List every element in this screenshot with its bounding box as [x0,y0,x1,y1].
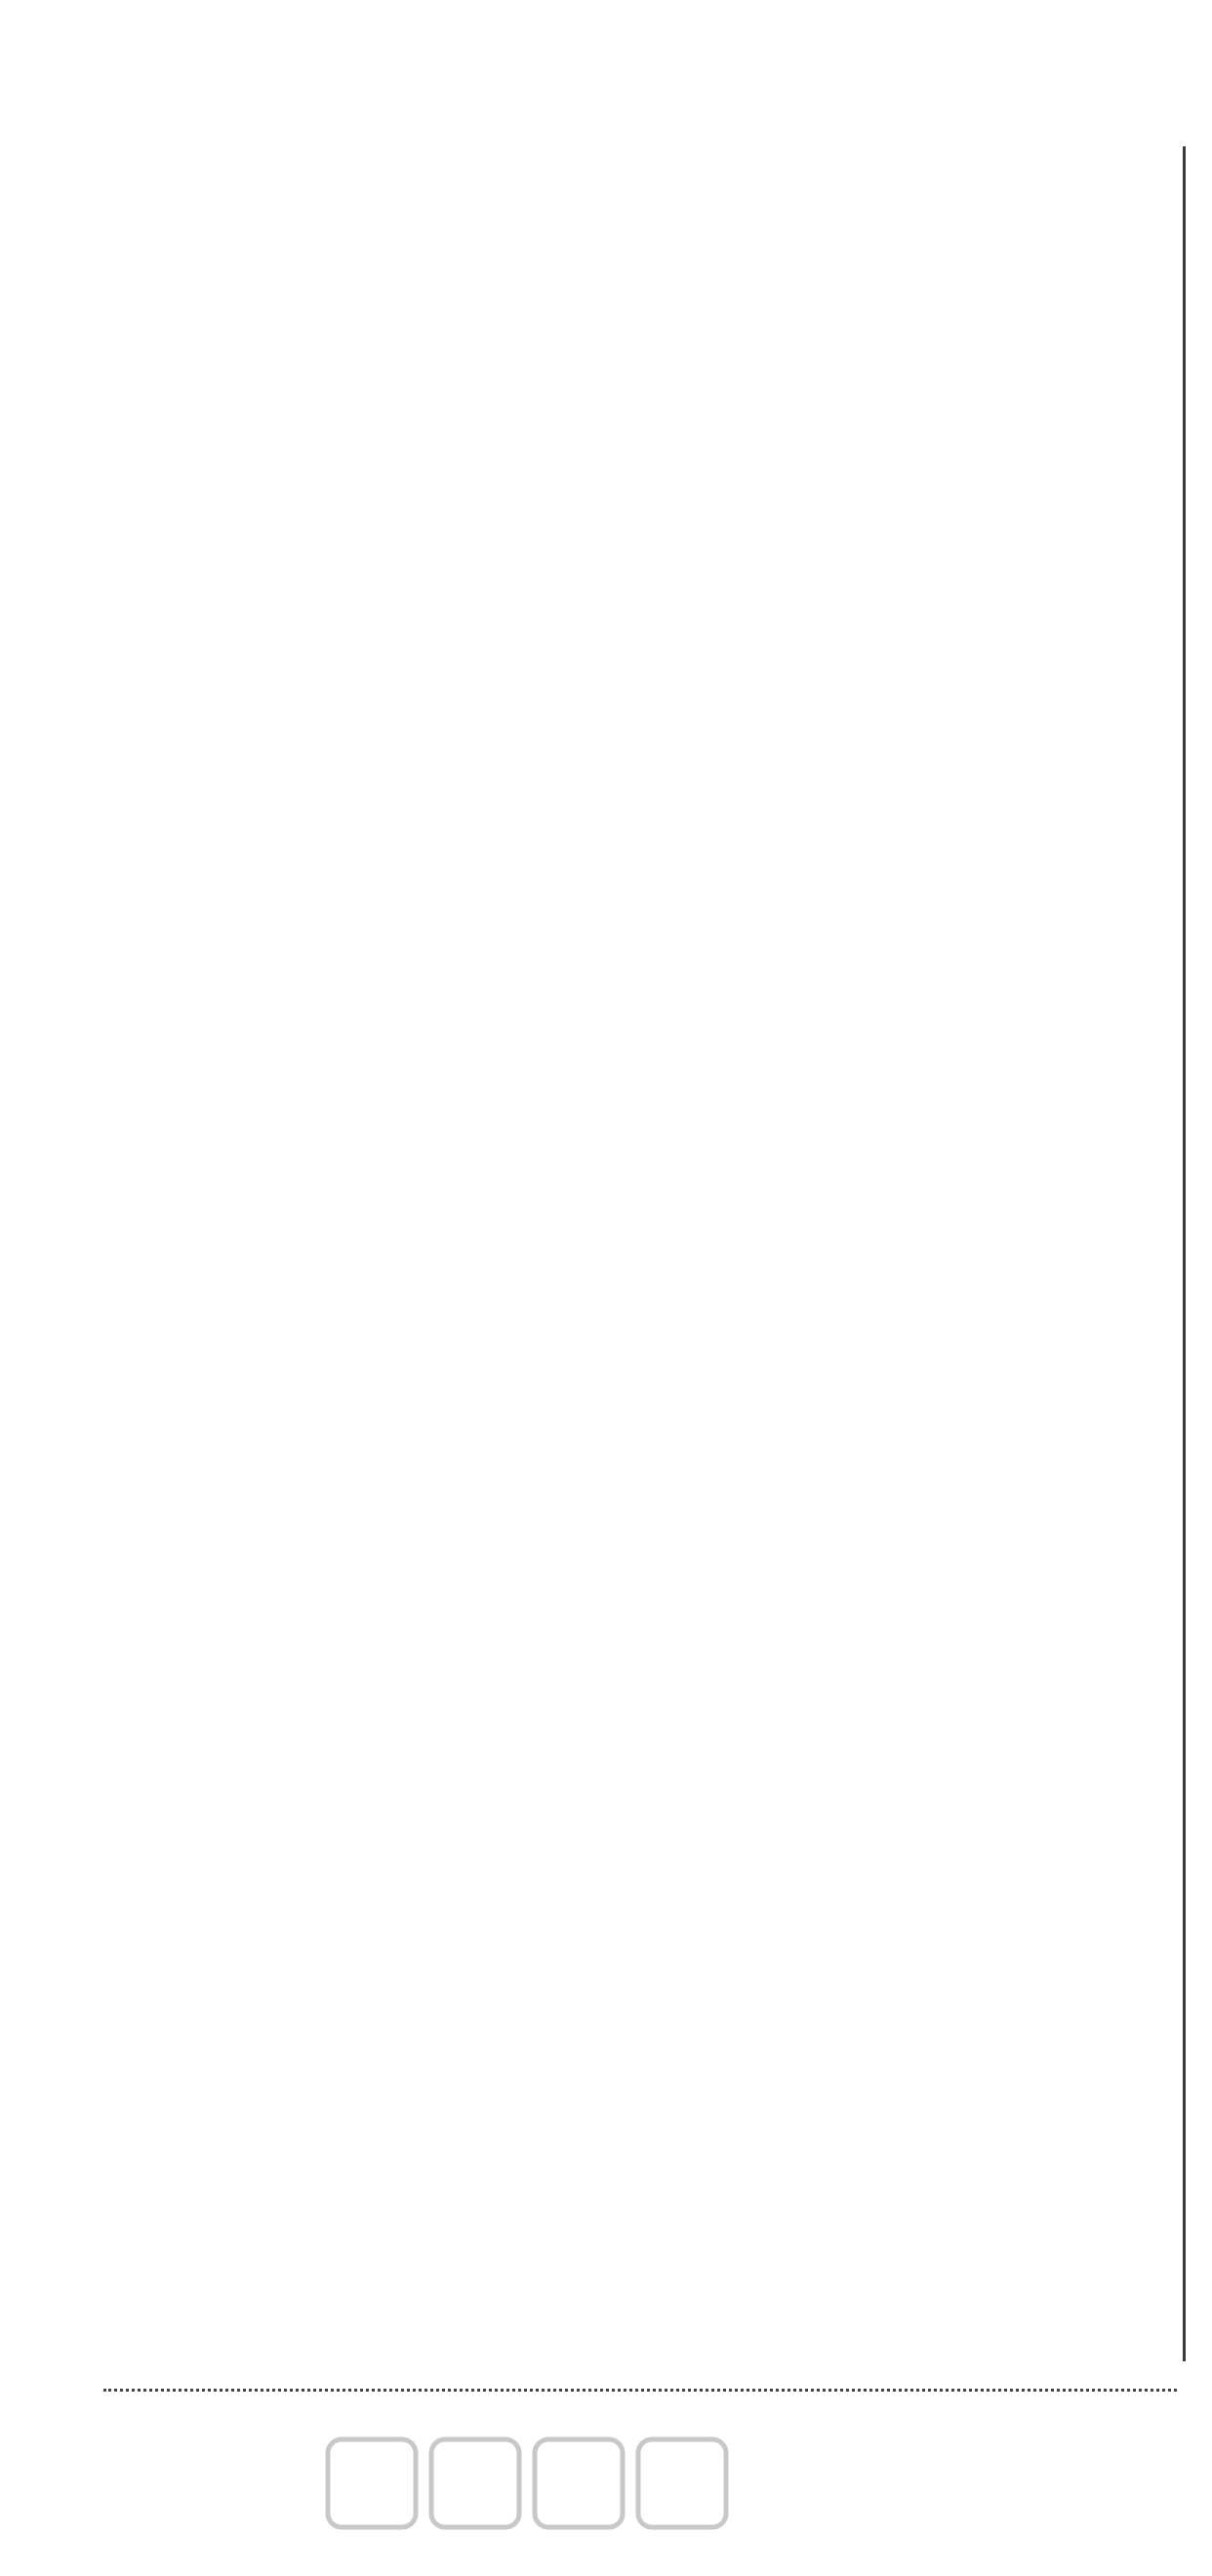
answer-body [115,156,1140,2342]
page-margin-rule [1183,146,1186,2361]
watermark-logo [322,2430,732,2537]
footer-rule [103,2389,1177,2392]
